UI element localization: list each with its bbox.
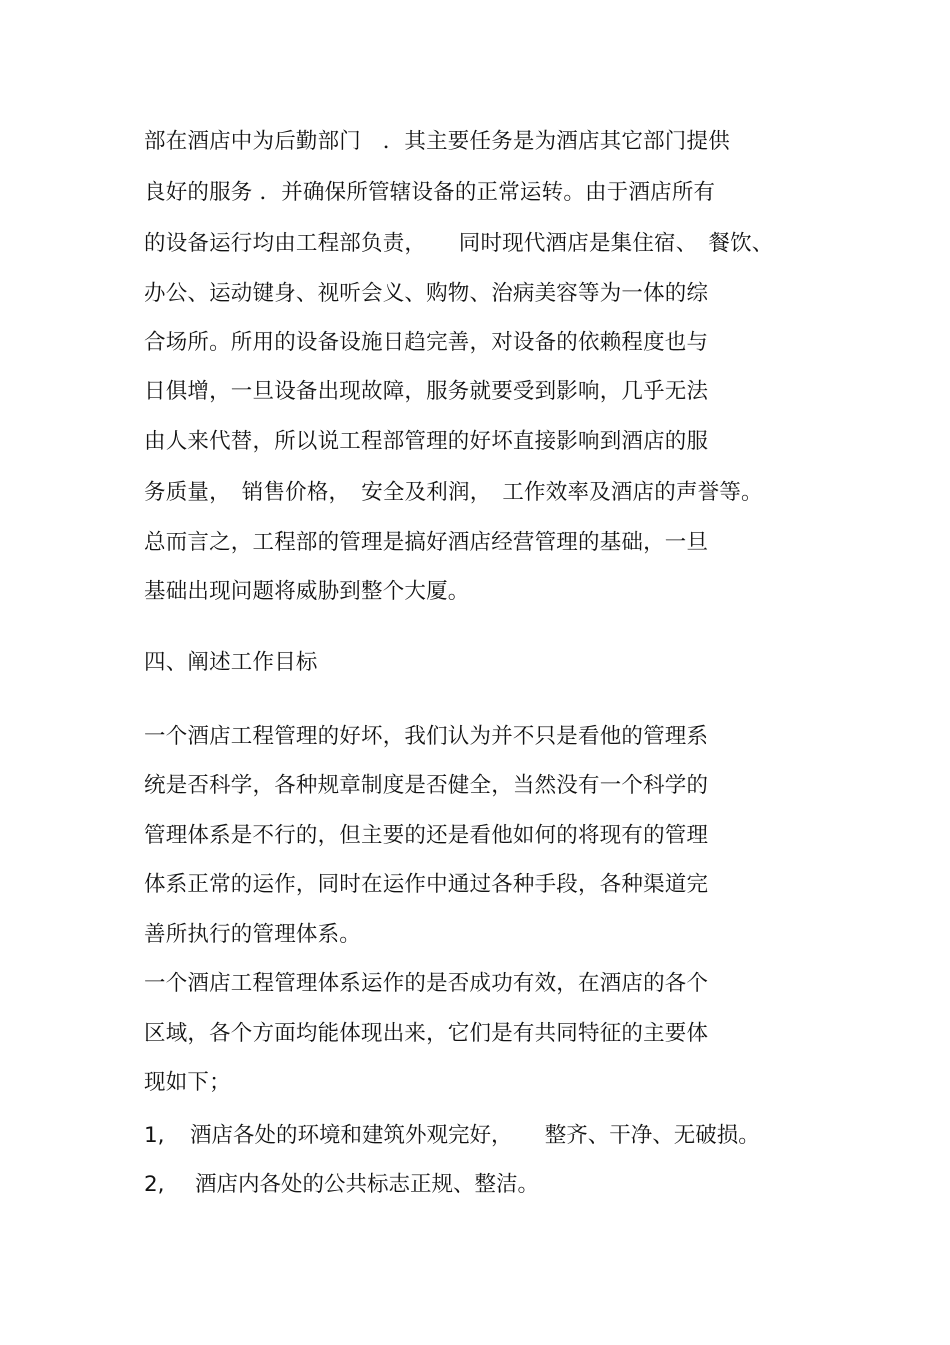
- paragraph-line: 合场所。所用的设备设施日趋完善，对设备的依赖程度也与: [144, 330, 709, 355]
- paragraph-line: 统是否科学，各种规章制度是否健全，当然没有一个科学的: [144, 773, 709, 798]
- paragraph-line: 日俱增，一旦设备出现故障，服务就要受到影响，几乎无法: [144, 379, 709, 404]
- list-item-text: 酒店内各处的公共标志正规、整洁。: [195, 1172, 540, 1197]
- paragraph-line: 由人来代替，所以说工程部管理的好坏直接影响到酒店的服: [144, 429, 709, 454]
- paragraph-line: 良好的服务 ．并确保所管辖设备的正常运转。由于酒店所有: [144, 180, 716, 205]
- paragraph-line: 一个酒店工程管理体系运作的是否成功有效，在酒店的各个: [144, 971, 709, 996]
- paragraph-line: 基础出现问题将威胁到整个大厦。: [144, 579, 470, 604]
- list-item-number: 2,: [144, 1172, 165, 1197]
- paragraph-line: 现如下；: [144, 1070, 231, 1095]
- paragraph-line: 办公、运动键身、视听会义、购物、治病美容等为一体的综: [144, 281, 709, 306]
- paragraph-line: 一个酒店工程管理的好坏，我们认为并不只是看他的管理系: [144, 724, 709, 749]
- paragraph-line: 的设备运行均由工程部负责， 同时现代酒店是集住宿、 餐饮、: [144, 231, 774, 256]
- paragraph-line: 务质量， 销售价格， 安全及利润， 工作效率及酒店的声誉等。: [144, 480, 763, 505]
- section-heading: 四、阐述工作目标: [144, 650, 318, 675]
- paragraph-line: 区域，各个方面均能体现出来，它们是有共同特征的主要体: [144, 1021, 709, 1046]
- list-item-text: 酒店各处的环境和建筑外观完好， 整齐、干净、无破损。: [190, 1123, 760, 1148]
- paragraph-line: 总而言之，工程部的管理是搞好酒店经营管理的基础，一旦: [144, 530, 709, 555]
- paragraph-line: 管理体系是不行的，但主要的还是看他如何的将现有的管理: [144, 823, 709, 848]
- paragraph-line: 善所执行的管理体系。: [144, 922, 362, 947]
- paragraph-line: 部在酒店中为后勤部门 ．其主要任务是为酒店其它部门提供: [144, 129, 730, 154]
- list-item-number: 1,: [144, 1123, 165, 1148]
- paragraph-line: 体系正常的运作，同时在运作中通过各种手段，各种渠道完: [144, 872, 709, 897]
